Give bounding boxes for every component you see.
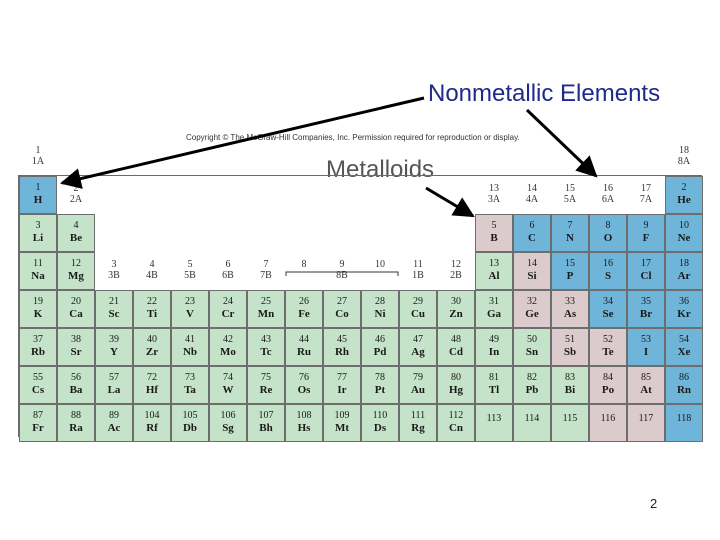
group-letter-label: 4B (146, 270, 158, 281)
metalloids-label: Metalloids (326, 156, 435, 183)
element-symbol: Li (32, 232, 44, 244)
element-symbol: Bh (259, 422, 273, 434)
element-symbol: Cr (221, 308, 235, 320)
atomic-number: 108 (296, 410, 312, 421)
group-number: 14 (527, 183, 537, 194)
element-symbol: As (563, 308, 577, 320)
group-letter-label: 1A (31, 156, 45, 167)
group-letter-label: 2A (69, 194, 83, 205)
atomic-number: 112 (448, 410, 464, 421)
atomic-number: 85 (641, 372, 651, 383)
atomic-number: 52 (603, 334, 613, 345)
element-symbol: Ba (69, 384, 83, 396)
element-symbol: Xe (677, 346, 691, 358)
atomic-number: 72 (147, 372, 157, 383)
atomic-number: 87 (33, 410, 43, 421)
group-letter-label: 8A (677, 156, 691, 167)
atomic-number: 5 (491, 220, 497, 231)
element-symbol: Tc (260, 346, 272, 358)
element-symbol: Sn (525, 346, 539, 358)
atomic-number: 45 (337, 334, 347, 345)
element-symbol: B (490, 232, 498, 244)
element-symbol: Y (110, 346, 118, 358)
group-number: 15 (565, 183, 575, 194)
atomic-number: 46 (375, 334, 385, 345)
atomic-number: 115 (562, 413, 578, 424)
group-letter-label: 6B (222, 270, 234, 281)
atomic-number: 39 (109, 334, 119, 345)
element-symbol: Ac (107, 422, 121, 434)
element-symbol: Zr (145, 346, 159, 358)
group-number: 17 (641, 183, 651, 194)
group-number: 11 (413, 259, 423, 270)
element-symbol: Mn (257, 308, 275, 320)
atomic-number: 110 (372, 410, 388, 421)
atomic-number: 50 (527, 334, 537, 345)
atomic-number: 82 (527, 372, 537, 383)
element-symbol: O (603, 232, 613, 244)
atomic-number: 30 (451, 296, 461, 307)
element-symbol: Mg (68, 270, 84, 282)
group-number: 2 (73, 183, 79, 194)
atomic-number: 40 (147, 334, 157, 345)
element-symbol: Mo (220, 346, 236, 358)
atomic-number: 104 (144, 410, 160, 421)
atomic-number: 88 (71, 410, 81, 421)
atomic-number: 83 (565, 372, 575, 383)
element-symbol: V (186, 308, 194, 320)
element-symbol: La (107, 384, 121, 396)
element-symbol: Os (297, 384, 311, 396)
group-letter-label: 8B (336, 270, 348, 281)
atomic-number: 51 (565, 334, 575, 345)
atomic-number: 24 (223, 296, 233, 307)
group-number: 13 (489, 183, 499, 194)
element-symbol: Bi (564, 384, 576, 396)
atomic-number: 73 (185, 372, 195, 383)
element-symbol: Rb (30, 346, 46, 358)
atomic-number: 48 (451, 334, 461, 345)
group-letter-label: 1B (412, 270, 424, 281)
atomic-number: 116 (600, 413, 616, 424)
group-number: 16 (603, 183, 613, 194)
atomic-number: 33 (565, 296, 575, 307)
element-symbol: Sc (108, 308, 120, 320)
group-number: 10 (375, 259, 385, 270)
element-symbol: Ti (146, 308, 158, 320)
atomic-number: 29 (413, 296, 423, 307)
atomic-number: 25 (261, 296, 271, 307)
element-symbol: Zn (449, 308, 463, 320)
atomic-number: 78 (375, 372, 385, 383)
group-letter-label: 2B (450, 270, 462, 281)
atomic-number: 117 (638, 413, 654, 424)
group-number: 5 (187, 259, 193, 270)
atomic-number: 75 (261, 372, 271, 383)
element-symbol: Ru (296, 346, 312, 358)
element-symbol: Hs (297, 422, 311, 434)
element-symbol: Cs (31, 384, 45, 396)
atomic-number: 27 (337, 296, 347, 307)
element-symbol: At (640, 384, 652, 396)
element-symbol: Hf (145, 384, 159, 396)
atomic-number: 6 (529, 220, 535, 231)
arrow-to-metalloids (426, 188, 473, 216)
atomic-number: 56 (71, 372, 81, 383)
element-symbol: Po (601, 384, 615, 396)
group-number: 4 (149, 259, 155, 270)
element-symbol: Pd (373, 346, 387, 358)
atomic-number: 118 (676, 413, 692, 424)
element-symbol: Pt (374, 384, 386, 396)
atomic-number: 19 (33, 296, 43, 307)
atomic-number: 74 (223, 372, 233, 383)
group-letter-label: 7A (639, 194, 653, 205)
atomic-number: 49 (489, 334, 499, 345)
atomic-number: 47 (413, 334, 423, 345)
atomic-number: 81 (489, 372, 499, 383)
element-symbol: Rh (334, 346, 350, 358)
group-number: 6 (225, 259, 231, 270)
element-symbol: Cu (410, 308, 426, 320)
element-symbol: Si (527, 270, 537, 282)
group-letter-label: 5B (184, 270, 196, 281)
atomic-number: 41 (185, 334, 195, 345)
atomic-number: 10 (679, 220, 689, 231)
copyright-notice: Copyright © The McGraw-Hill Companies, Inc. Permission required for reproduction or display. (186, 133, 520, 142)
atomic-number: 4 (73, 220, 79, 231)
element-symbol: W (222, 384, 234, 396)
atomic-number: 107 (258, 410, 274, 421)
element-symbol: Ra (69, 422, 83, 434)
group-number: 18 (679, 145, 689, 156)
element-symbol: Co (335, 308, 349, 320)
atomic-number: 31 (489, 296, 499, 307)
group-letter-label: 5A (563, 194, 577, 205)
element-symbol: Al (488, 270, 500, 282)
group-number: 9 (339, 259, 345, 270)
atomic-number: 2 (681, 182, 687, 193)
atomic-number: 38 (71, 334, 81, 345)
element-symbol: Sg (222, 422, 234, 434)
atomic-number: 11 (33, 258, 43, 269)
atomic-number: 3 (35, 220, 41, 231)
element-symbol: F (642, 232, 650, 244)
element-symbol: Ta (184, 384, 196, 396)
atomic-number: 86 (679, 372, 689, 383)
element-symbol: Rg (411, 422, 425, 434)
atomic-number: 14 (527, 258, 537, 269)
group-number: 12 (451, 259, 461, 270)
group-letter-label: 3B (108, 270, 120, 281)
element-symbol: Cd (448, 346, 464, 358)
element-symbol: Ca (69, 308, 83, 320)
element-symbol: Mt (334, 422, 350, 434)
element-symbol: K (33, 308, 43, 320)
element-symbol: Na (31, 270, 45, 282)
atomic-number: 37 (33, 334, 43, 345)
element-symbol: Ag (411, 346, 425, 358)
atomic-number: 36 (679, 296, 689, 307)
atomic-number: 16 (603, 258, 613, 269)
atomic-number: 109 (334, 410, 350, 421)
atomic-number: 44 (299, 334, 309, 345)
element-symbol: Re (259, 384, 273, 396)
element-symbol: Sb (563, 346, 577, 358)
atomic-number: 79 (413, 372, 423, 383)
element-symbol: Br (639, 308, 653, 320)
atomic-number: 54 (679, 334, 689, 345)
atomic-number: 34 (603, 296, 613, 307)
atomic-number: 21 (109, 296, 119, 307)
element-symbol: Rf (146, 422, 158, 434)
element-symbol: Db (182, 422, 198, 434)
atomic-number: 76 (299, 372, 309, 383)
element-symbol: Au (410, 384, 426, 396)
atomic-number: 1 (35, 182, 41, 193)
atomic-number: 18 (679, 258, 689, 269)
atomic-number: 20 (71, 296, 81, 307)
group-8b-bracket (286, 272, 398, 276)
element-symbol: Ds (373, 422, 387, 434)
element-symbol: I (643, 346, 649, 358)
atomic-number: 9 (643, 220, 649, 231)
group-letter-label: 4A (525, 194, 539, 205)
atomic-number: 84 (603, 372, 613, 383)
element-symbol: Hg (448, 384, 464, 396)
atomic-number: 22 (147, 296, 157, 307)
page-number: 2 (650, 496, 658, 511)
arrow-to-nonmetals (527, 110, 596, 176)
element-symbol: P (566, 270, 574, 282)
element-symbol: Ir (337, 384, 347, 396)
element-symbol: Te (602, 346, 614, 358)
element-symbol: Nb (182, 346, 198, 358)
element-symbol: Cl (640, 270, 652, 282)
atomic-number: 42 (223, 334, 233, 345)
atomic-number: 55 (33, 372, 43, 383)
atomic-number: 53 (641, 334, 651, 345)
atomic-number: 43 (261, 334, 271, 345)
element-symbol: Ge (525, 308, 539, 320)
element-symbol: Tl (488, 384, 500, 396)
element-symbol: Fe (298, 308, 310, 320)
group-number: 3 (111, 259, 117, 270)
element-symbol: Pb (525, 384, 539, 396)
group-letter-label: 3A (487, 194, 501, 205)
arrow-to-hydrogen (62, 98, 424, 183)
atomic-number: 77 (337, 372, 347, 383)
element-symbol: Rn (676, 384, 692, 396)
group-number: 1 (35, 145, 41, 156)
atomic-number: 106 (220, 410, 236, 421)
element-symbol: Be (69, 232, 83, 244)
element-symbol: N (566, 232, 574, 244)
element-symbol: He (677, 194, 691, 206)
atomic-number: 114 (524, 413, 540, 424)
atomic-number: 13 (489, 258, 499, 269)
element-symbol: Cn (448, 422, 464, 434)
element-symbol: Ga (486, 308, 502, 320)
element-symbol: Ar (677, 270, 691, 282)
atomic-number: 89 (109, 410, 119, 421)
element-symbol: Ni (374, 308, 386, 320)
element-symbol: In (488, 346, 500, 358)
atomic-number: 23 (185, 296, 195, 307)
element-symbol: C (528, 232, 536, 244)
atomic-number: 26 (299, 296, 309, 307)
nonmetallic-elements-label: Nonmetallic Elements (428, 80, 661, 107)
element-symbol: Ne (677, 232, 691, 244)
atomic-number: 105 (182, 410, 198, 421)
atomic-number: 57 (109, 372, 119, 383)
atomic-number: 17 (641, 258, 651, 269)
group-number: 8 (301, 259, 307, 270)
element-symbol: Sr (70, 346, 82, 358)
atomic-number: 15 (565, 258, 575, 269)
atomic-number: 35 (641, 296, 651, 307)
atomic-number: 113 (486, 413, 502, 424)
atomic-number: 111 (410, 410, 426, 421)
atomic-number: 32 (527, 296, 537, 307)
atomic-number: 12 (71, 258, 81, 269)
element-symbol: Kr (677, 308, 691, 320)
element-symbol: Se (602, 308, 614, 320)
group-letter-label: 7B (260, 270, 272, 281)
element-symbol: H (33, 194, 43, 206)
element-symbol: Fr (32, 422, 44, 434)
atomic-number: 28 (375, 296, 385, 307)
element-symbol: S (604, 270, 612, 282)
group-letter-label: 6A (601, 194, 615, 205)
atomic-number: 80 (451, 372, 461, 383)
atomic-number: 8 (605, 220, 611, 231)
atomic-number: 7 (567, 220, 573, 231)
group-number: 7 (263, 259, 269, 270)
